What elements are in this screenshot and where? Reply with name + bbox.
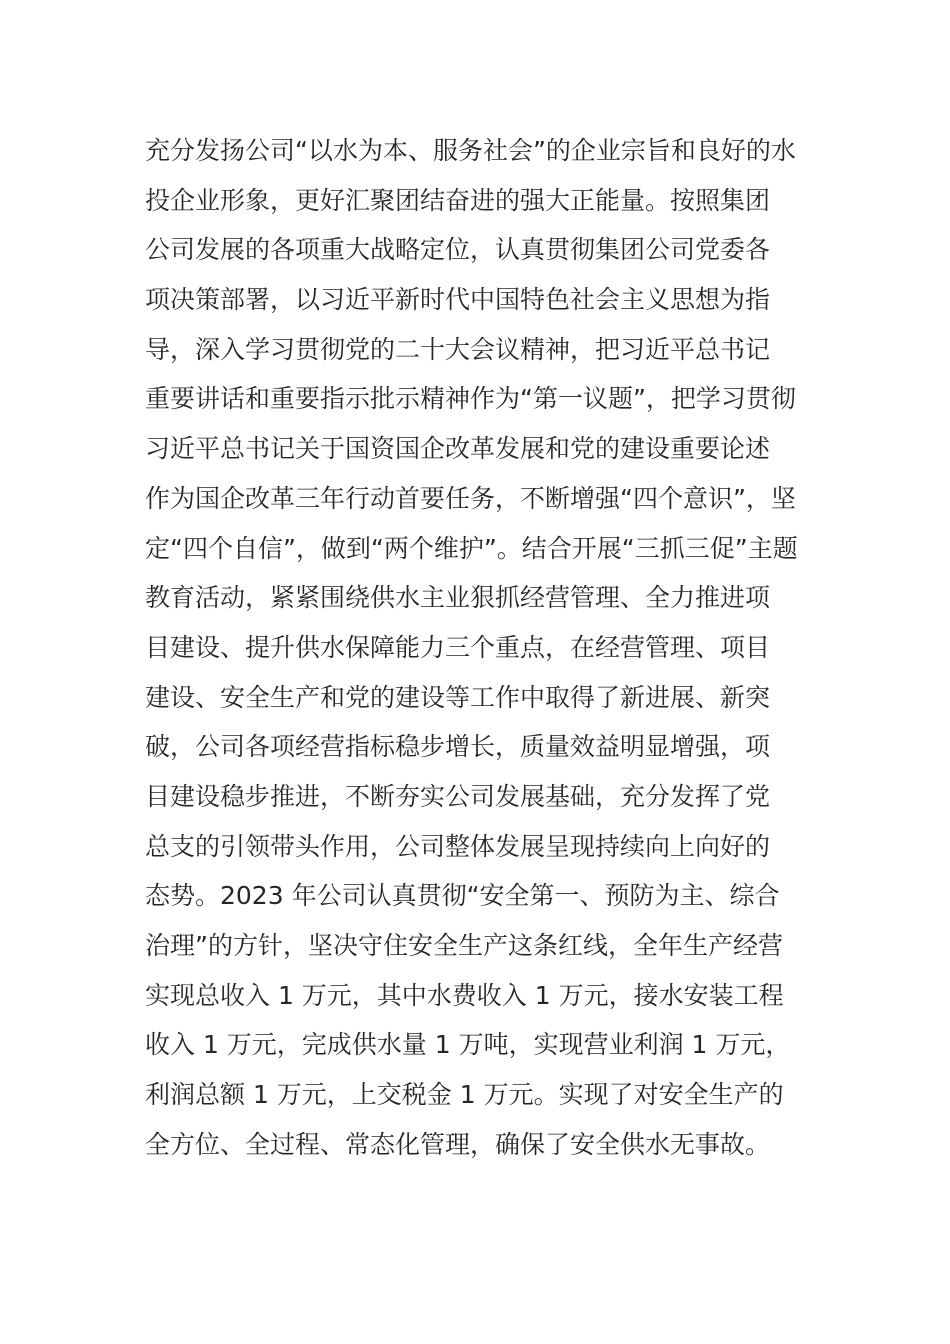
text-line-13: 破，公司各项经营指标稳步增长，质量效益明显增强，项 (145, 732, 771, 762)
text-line-15: 总支的引领带头作用，公司整体发展呈现持续向上向好的 (145, 831, 771, 861)
text-line-4: 项决策部署，以习近平新时代中国特色社会主义思想为指 (145, 285, 771, 315)
text-line-14: 目建设稳步推进，不断夯实公司发展基础，充分发挥了党 (145, 781, 771, 811)
text-line-19: 收入 1 万元，完成供水量 1 万吨，实现营业利润 1 万元， (145, 1030, 791, 1060)
text-line-8: 作为国企改革三年行动首要任务，不断增强“四个意识”，坚 (145, 483, 796, 513)
text-line-2: 投企业形象，更好汇聚团结奋进的强大正能量。按照集团 (145, 185, 771, 215)
text-line-11: 目建设、提升供水保障能力三个重点，在经营管理、项目 (145, 632, 771, 662)
text-line-20: 利润总额 1 万元，上交税金 1 万元。实现了对安全生产的 (145, 1080, 784, 1110)
text-line-1: 充分发扬公司“以水为本、服务社会”的企业宗旨和良好的水 (145, 136, 796, 165)
text-line-6: 重要讲话和重要指示批示精神作为“第一议题”，把学习贯彻 (145, 384, 796, 414)
text-line-12: 建设、安全生产和党的建设等工作中取得了新进展、新突 (145, 682, 771, 712)
text-line-9: 定“四个自信”，做到“两个维护”。结合开展“三抓三促”主题 (145, 533, 798, 563)
text-line-5: 导，深入学习贯彻党的二十大会议精神，把习近平总书记 (145, 334, 771, 364)
text-line-7: 习近平总书记关于国资国企改革发展和党的建设重要论述 (145, 434, 771, 464)
text-line-17: 治理”的方针，坚决守住安全生产这条红线，全年生产经营 (145, 931, 783, 960)
text-line-3: 公司发展的各项重大战略定位，认真贯彻集团公司党委各 (145, 235, 771, 265)
text-line-10: 教育活动，紧紧围绕供水主业狠抓经营管理、全力推进项 (145, 583, 771, 613)
text-line-21: 全方位、全过程、常态化管理，确保了安全供水无事故。 (145, 1129, 771, 1159)
text-line-18: 实现总收入 1 万元，其中水费收入 1 万元，接水安装工程 (145, 980, 784, 1010)
text-line-16: 态势。2023 年公司认真贯彻“安全第一、预防为主、综合 (145, 881, 780, 911)
body-paragraph (145, 126, 805, 1169)
